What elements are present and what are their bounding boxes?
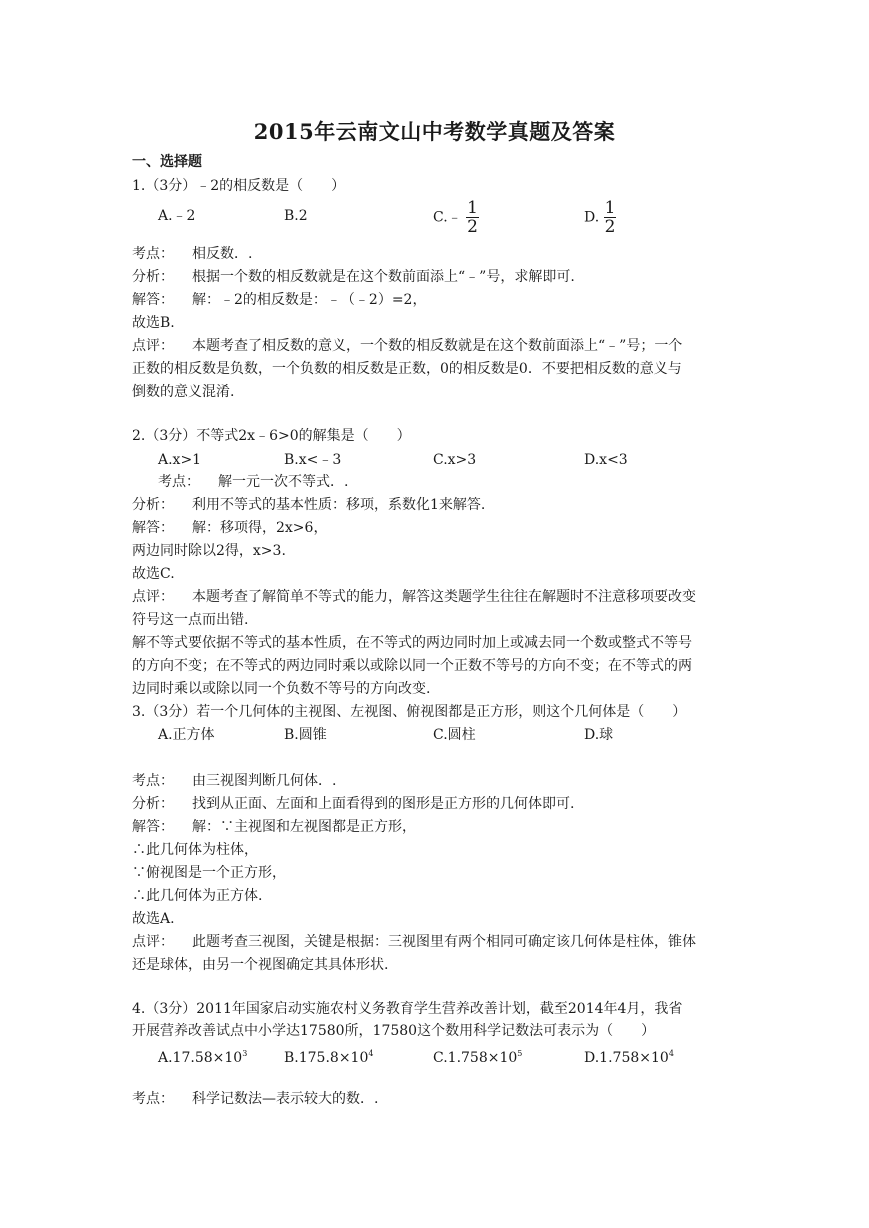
dianping-text: 此题考查三视图，关键是根据：三视图里有两个相同可确定该几何体是柱体，锥体 (192, 934, 696, 950)
q1-option-a: A.﹣2 (158, 208, 196, 224)
q4-option-b-exponent: 4 (368, 1049, 374, 1058)
fenxi-label: 分析： (132, 269, 174, 285)
q2-option-a: A.x>1 (158, 452, 202, 468)
q4-kaodian (132, 1089, 378, 1109)
q1-option-c-fraction (466, 199, 479, 236)
q2-fenxi (132, 495, 485, 515)
q2-stem: 2.（3分）不等式2x﹣6>0的解集是（ ） (132, 428, 411, 444)
kaodian-text: 相反数．. (192, 246, 253, 262)
q2-extra-line1: 解不等式要依据不等式的基本性质，在不等式的两边同时加上或减去同一个数或整式不等号 (132, 635, 692, 651)
q1-dianping-line3: 倒数的意义混淆. (132, 384, 235, 400)
dianping-text: 本题考查了相反数的意义，一个数的相反数就是在这个数前面添上“﹣”号；一个 (192, 338, 683, 354)
q3-option-c: C.圆柱 (433, 727, 476, 743)
kaodian-text: 由三视图判断几何体．. (192, 773, 337, 789)
q3-jieda-line4: ∴此几何体为正方体. (132, 888, 263, 904)
q4-option-c-base: C.1.758×10 (433, 1050, 518, 1066)
q3-jieda-line2: ∴此几何体为柱体， (132, 842, 258, 858)
jieda-text: 解：﹣2的相反数是：﹣（﹣2）=2， (192, 292, 427, 308)
q3-fenxi (132, 794, 574, 814)
q4-option-a-base: A.17.58×10 (158, 1050, 243, 1066)
fenxi-label: 分析： (132, 497, 174, 513)
section-heading: 一、选择题 (132, 154, 202, 170)
q3-option-b: B.圆锥 (284, 727, 327, 743)
q1-option-d-label: D. (584, 209, 600, 226)
q4-option-d-exponent: 4 (668, 1049, 674, 1058)
q2-jieda-line2: 两边同时除以2得，x>3. (132, 543, 286, 559)
kaodian-label: 考点： (158, 474, 200, 490)
fenxi-text: 利用不等式的基本性质：移项，系数化1来解答. (192, 497, 486, 513)
q2-extra-line3: 边同时乘以或除以同一个负数不等号的方向改变. (132, 681, 431, 697)
q1-option-c-label: C.﹣ (433, 209, 462, 226)
q4-option-a (158, 1044, 247, 1068)
dianping-label: 点评： (132, 338, 174, 354)
q4-option-b-base: B.175.8×10 (284, 1050, 369, 1066)
kaodian-text: 科学记数法—表示较大的数．. (192, 1091, 379, 1107)
page-title: 2015年云南文山中考数学真题及答案 (253, 119, 616, 144)
q2-dianping-line2: 符号这一点而出错. (132, 612, 249, 628)
q3-jieda-line3: ∵俯视图是一个正方形， (132, 865, 286, 881)
q2-option-d: D.x<3 (584, 452, 628, 468)
q2-choose: 故选C. (132, 566, 175, 582)
q4-option-a-exponent: 3 (242, 1049, 248, 1058)
kaodian-label: 考点： (132, 1091, 174, 1107)
q1-jieda (132, 290, 426, 310)
q3-option-d: D.球 (584, 727, 614, 743)
dianping-text: 本题考查了解简单不等式的能力，解答这类题学生往往在解题时不注意移项要改变 (192, 589, 696, 605)
q1-fenxi (132, 267, 575, 287)
q1-option-b: B.2 (284, 208, 308, 224)
q2-option-b: B.x<﹣3 (284, 452, 342, 468)
q2-dianping (132, 587, 696, 607)
q4-stem-line1: 4.（3分）2011年国家启动实施农村义务教育学生营养改善计划，截至2014年4月，我省 (132, 1001, 683, 1017)
fenxi-text: 根据一个数的相反数就是在这个数前面添上“﹣”号，求解即可. (192, 269, 575, 285)
q1-dianping (132, 336, 682, 356)
q2-option-c: C.x>3 (433, 452, 477, 468)
jieda-label: 解答： (132, 819, 174, 835)
q1-option-d-fraction (604, 199, 617, 236)
q2-kaodian (158, 472, 348, 492)
q2-extra-line2: 的方向不变；在不等式的两边同时乘以或除以同一个正数不等号的方向不变；在不等式的两 (132, 658, 692, 674)
q4-option-c (433, 1044, 522, 1068)
kaodian-label: 考点： (132, 246, 174, 262)
jieda-label: 解答： (132, 292, 174, 308)
fraction-numerator: 1 (467, 198, 478, 218)
fraction-numerator: 1 (604, 198, 616, 218)
q3-dianping-line2: 还是球体，由另一个视图确定其具体形状. (132, 957, 389, 973)
fraction-denominator: 2 (467, 217, 478, 237)
q1-option-c (433, 199, 479, 236)
q4-option-d (584, 1044, 674, 1068)
q4-stem-line2: 开展营养改善试点中小学达17580所，17580这个数用科学记数法可表示为（ ） (132, 1023, 656, 1039)
q3-stem: 3.（3分）若一个几何体的主视图、左视图、俯视图都是正方形，则这个几何体是（ ） (132, 704, 687, 720)
q2-jieda (132, 518, 327, 538)
q1-option-d (584, 199, 616, 236)
jieda-label: 解答： (132, 520, 174, 536)
dianping-label: 点评： (132, 589, 174, 605)
q3-choose: 故选A. (132, 911, 175, 927)
q4-option-c-exponent: 5 (517, 1049, 523, 1058)
q4-option-d-base: D.1.758×10 (584, 1050, 669, 1066)
jieda-text: 解：∵主视图和左视图都是正方形， (192, 819, 416, 835)
fraction-denominator: 2 (604, 217, 616, 237)
q3-jieda (132, 817, 416, 837)
fenxi-text: 找到从正面、左面和上面看得到的图形是正方形的几何体即可. (192, 796, 575, 812)
jieda-text: 解：移项得，2x>6， (192, 520, 328, 536)
fenxi-label: 分析： (132, 796, 174, 812)
q4-option-b (284, 1044, 373, 1068)
q3-dianping (132, 932, 696, 952)
dianping-label: 点评： (132, 934, 174, 950)
q1-stem: 1.（3分）﹣2的相反数是（ ） (132, 178, 346, 194)
q1-kaodian (132, 244, 252, 264)
q1-choose: 故选B. (132, 315, 175, 331)
kaodian-label: 考点： (132, 773, 174, 789)
kaodian-text: 解一元一次不等式．. (218, 474, 349, 490)
q3-option-a: A.正方体 (158, 727, 215, 743)
q3-kaodian (132, 771, 336, 791)
q1-dianping-line2: 正数的相反数是负数，一个负数的相反数是正数，0的相反数是0．不要把相反数的意义与 (132, 361, 682, 377)
